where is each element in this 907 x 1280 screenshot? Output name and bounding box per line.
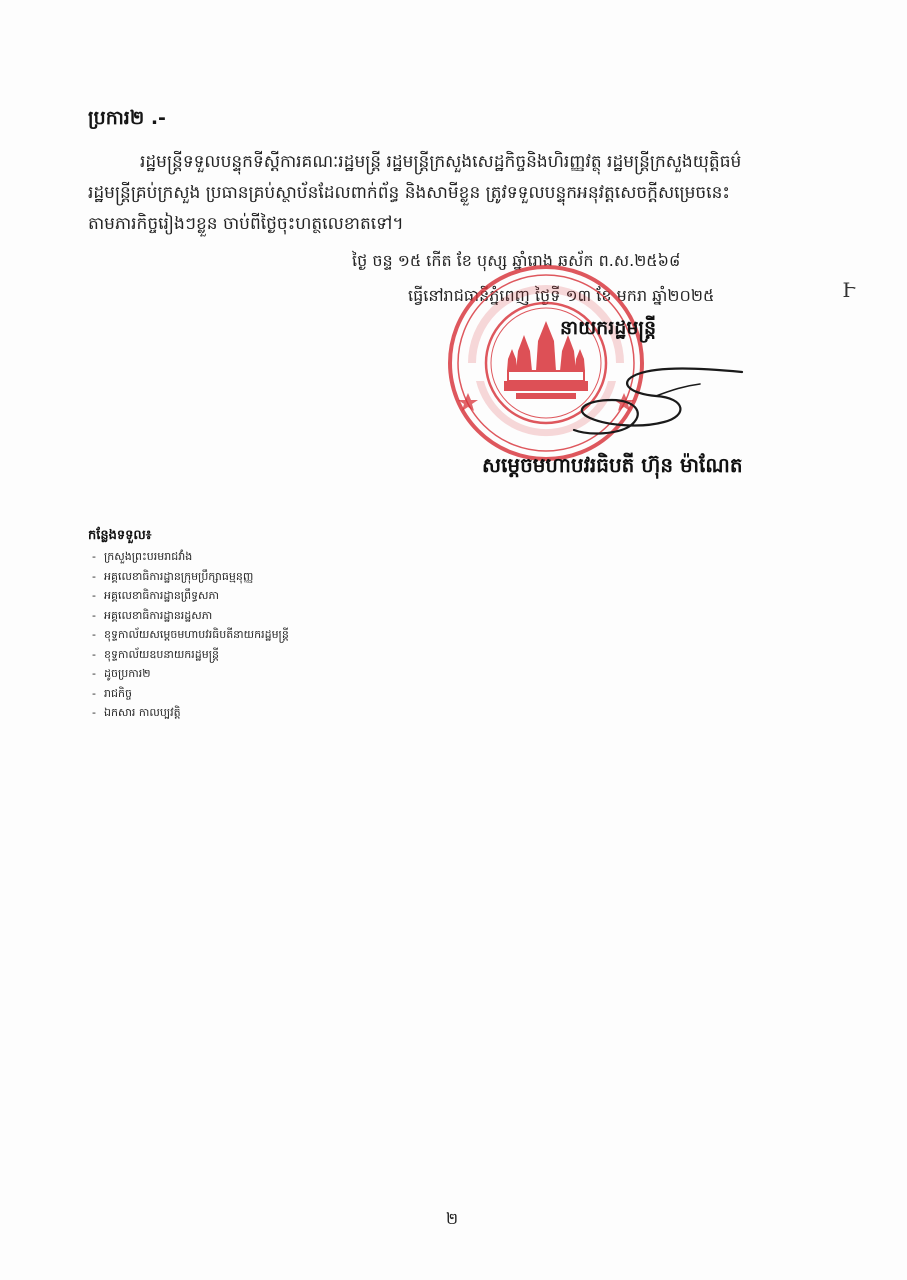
recipient-item: [92, 567, 289, 587]
recipient-item: [92, 664, 289, 684]
bullet-dash: -: [92, 608, 96, 622]
recipient-label: អគ្គលេខាធិការដ្ឋានព្រឹទ្ធសភា: [104, 589, 219, 602]
article-title: ប្រការ២ .-: [88, 107, 166, 129]
bullet-dash: -: [92, 628, 96, 641]
recipient-label: ក្រសួងព្រះបរមរាជវាំង: [104, 550, 193, 563]
recipient-label: ខុទ្ទកាល័យសម្តេចមហាបវរធិបតីនាយករដ្ឋមន្ត្រី: [104, 628, 289, 641]
bullet-dash: -: [92, 686, 96, 700]
recipient-item: [92, 703, 289, 723]
recipient-label: ឯកសារ កាលប្បវត្តិ: [104, 706, 181, 719]
recipient-item: [92, 625, 289, 645]
recipient-label: ខុទ្ទកាល័យឧបនាយករដ្ឋមន្ត្រី: [104, 647, 219, 661]
handwritten-signature: [560, 360, 750, 440]
recipient-label: ដូចប្រការ២: [104, 667, 151, 680]
recipient-item: [92, 547, 289, 567]
handwritten-mark: Ւ: [842, 278, 855, 302]
paragraph-line-3: តាមភារកិច្ចរៀងៗខ្លួន ចាប់ពីថ្ងៃចុះហត្ថលេខាតទៅ។: [88, 214, 404, 234]
paragraph-line-2: រដ្ឋមន្ត្រីគ្រប់ក្រសួង ប្រធានគ្រប់ស្ថាប័នដែលពាក់ព័ន្ធ និងសាមីខ្លួន ត្រូវទទួលបន្ទុកអនុវត្តសេចក្តីសម្រេចនេះ: [88, 183, 730, 203]
bullet-dash: -: [92, 589, 96, 602]
solar-date: ធ្វើនៅរាជធានីភ្នំពេញ ថ្ងៃទី ១៣ ខែ មករា ឆ្នាំ២០២៥: [408, 286, 715, 305]
bullet-dash: -: [92, 550, 96, 563]
recipient-label: អគ្គលេខាធិការដ្ឋានក្រុមប្រឹក្សាធម្មនុញ្ញ: [104, 569, 254, 583]
lunar-date: ថ្ងៃ ចន្ទ ១៥ កើត ខែ បុស្ស ឆ្នាំរោង ឆស័ក ព.ស.២៥៦៨: [352, 251, 681, 270]
recipient-item: [92, 684, 289, 704]
bullet-dash: -: [92, 706, 96, 719]
paragraph-line-1: រដ្ឋមន្ត្រីទទួលបន្ទុកទីស្តីការគណៈរដ្ឋមន្ត្រី រដ្ឋមន្ត្រីក្រសួងសេដ្ឋកិច្ចនិងហិរញ្ញវត្ថុ រដ្ឋមន្ត្រីក្រសួងយុត្តិធម៌: [140, 152, 742, 172]
recipients-list: [92, 547, 289, 723]
signatory-title: នាយករដ្ឋមន្ត្រី: [560, 317, 657, 339]
recipients-title: កន្លែងទទួល៖: [88, 528, 152, 543]
page-number: ២: [446, 1209, 459, 1228]
bullet-dash: -: [92, 647, 96, 661]
bullet-dash: -: [92, 569, 96, 583]
recipient-item: [92, 645, 289, 665]
bullet-dash: -: [92, 667, 96, 680]
recipient-item: [92, 606, 289, 626]
signatory-name: សម្តេចមហាបវរធិបតី ហ៊ុន ម៉ាណែត: [482, 453, 743, 477]
recipient-label: អគ្គលេខាធិការដ្ឋានរដ្ឋសភា: [104, 608, 213, 622]
recipient-item: [92, 586, 289, 606]
recipient-label: រាជកិច្ច: [104, 686, 132, 700]
